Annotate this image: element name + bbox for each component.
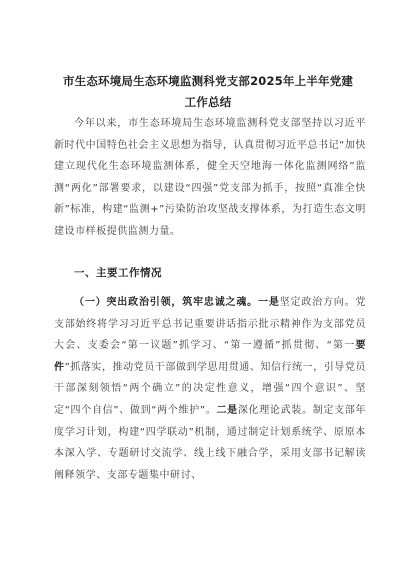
intro-paragraph: 今年以来，市生态环境局生态环境监测科党支部坚持以习近平新时代中国特色社会主义思想为指导，认真贯彻习近平总书记“加快建立现代化生态环境监测体系，健全天空地海一体化监测网络”监测“两化”部署要求，以建设“四强”党支部为抓手，按照“真准全快新”标准，构建“监测+”污染防治攻坚战支撑体系，为打造生态文明建设市样板提供监测力量。 xyxy=(54,118,366,237)
point-one-text: 坚定政治方向。党支部始终将学习习近平总书记重要讲话指示批示精神作为支部党员大会、支委会“第一议题”抓学习、“第一遵循”抓贯彻、“第一 xyxy=(54,297,366,352)
point-two-text: 深化理论武装。制定支部年度学习计划，构建“四学联动”机制，通过制定计划系统学、原原本本深入学、专题研讨交流学、线上线下融合学，采用支部书记解读阐释领学、支部专题集中研讨、 xyxy=(54,404,367,481)
subsection-title: （一）突出政治引领，筑牢忠诚之魂。 xyxy=(74,297,259,308)
section-heading: 一、主要工作情况 xyxy=(74,267,162,279)
point-one-text-cont: ”抓落实，推动党员干部做到学思用贯通、知信行统一，引导党员干部深刻领悟“两个确立”的决定性意义，增强“四个意识”、坚定“四个自信”、做到“两个维护”。 xyxy=(54,361,366,416)
emphasis-yaojian: 要件 xyxy=(54,340,366,373)
document-title: 市生态环境局生态环境监测科党支部2025年上半年党建工作总结 xyxy=(62,74,354,109)
point-label-one: 一是 xyxy=(258,297,280,308)
point-label-two: 二是 xyxy=(216,404,238,416)
subsection-paragraph xyxy=(54,292,366,486)
